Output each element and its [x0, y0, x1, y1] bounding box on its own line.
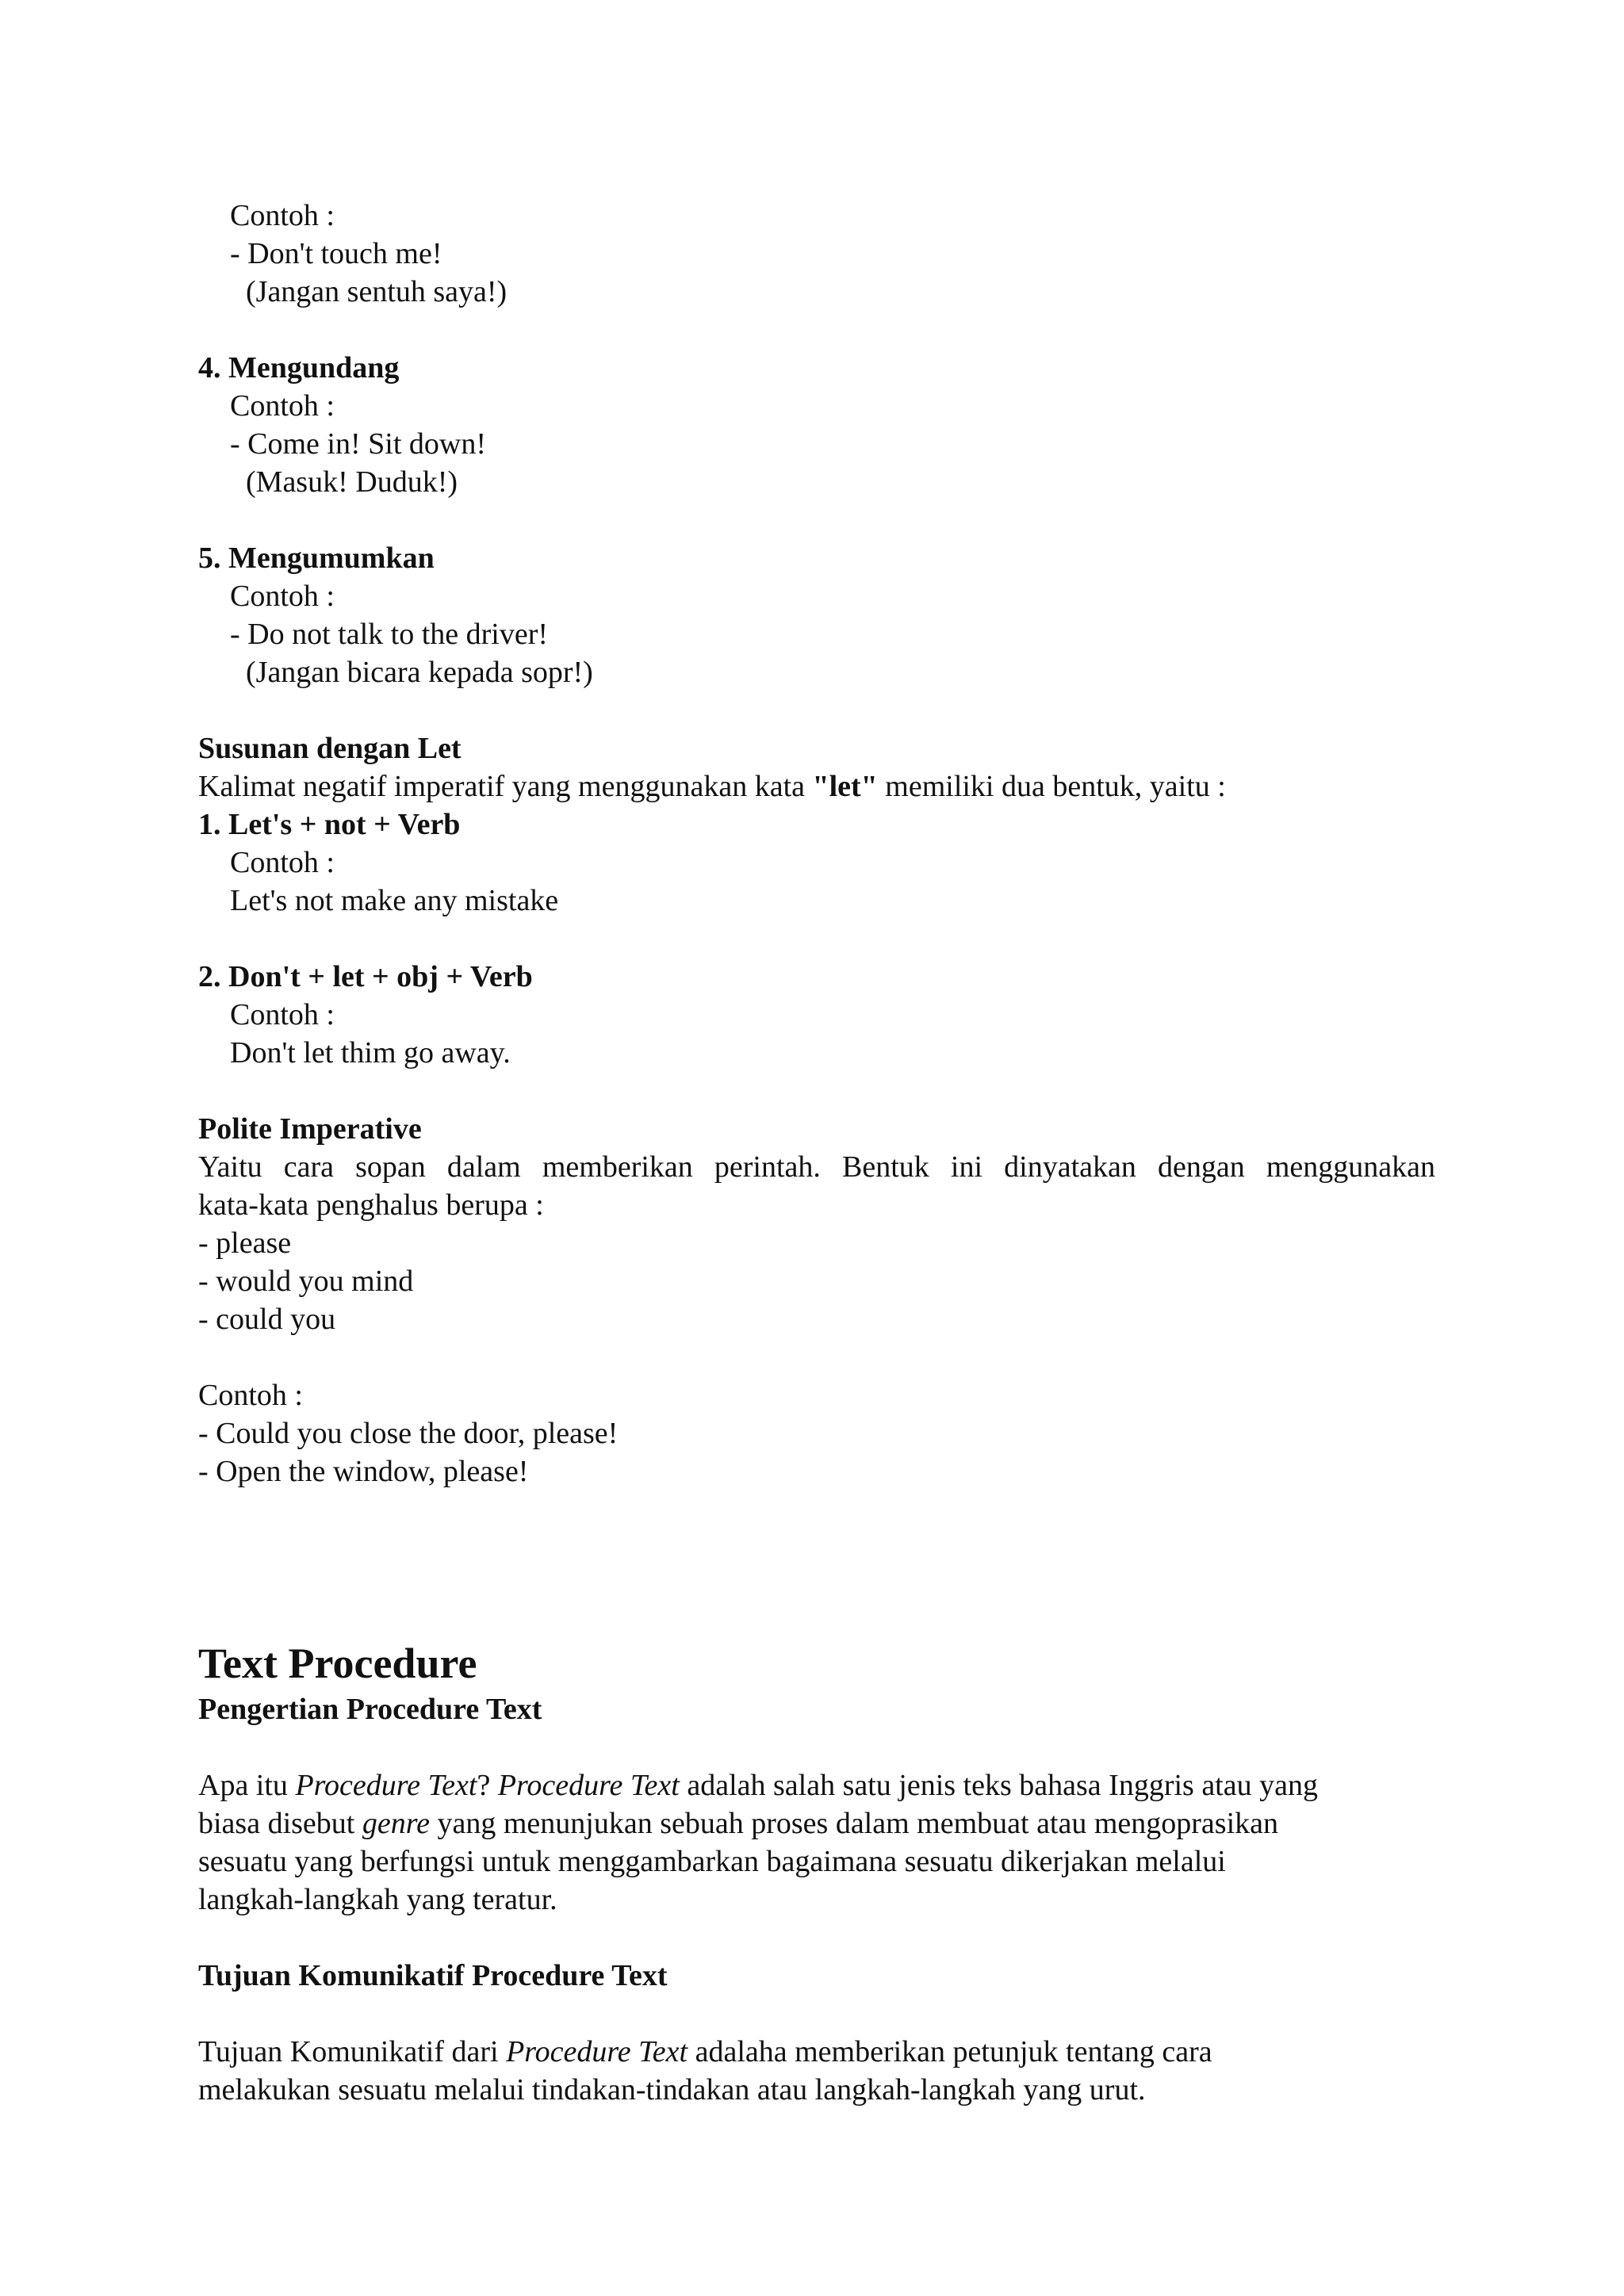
polite-word-item: - could you: [198, 1303, 336, 1336]
text-run: adalaha memberikan petunjuk tentang cara: [688, 2035, 1212, 2068]
section-title-procedure: Text Procedure: [198, 1640, 477, 1687]
purpose-paragraph-line: [198, 2033, 1212, 2071]
example-translation: (Jangan sentuh saya!): [246, 275, 508, 308]
text-run: yang menunjukan sebuah proses dalam membuat atau mengoprasikan: [429, 1807, 1279, 1840]
procedure-paragraph-line: [198, 1766, 1318, 1804]
section-heading-polite: Polite Imperative: [198, 1112, 422, 1146]
let-keyword: "let": [812, 770, 878, 803]
polite-word-item: - would you mind: [198, 1265, 414, 1298]
text-run: Apa itu: [198, 1769, 296, 1802]
polite-description-line: kata-kata penghalus berupa :: [198, 1188, 544, 1222]
item-heading-mengumumkan: 5. Mengumumkan: [198, 541, 435, 575]
procedure-paragraph-line: sesuatu yang berfungsi untuk menggambarkan bagaimana sesuatu dikerjakan melalui: [198, 1845, 1226, 1878]
contoh-label: Contoh :: [230, 846, 335, 879]
polite-description-line: Yaitu cara sopan dalam memberikan perintah. Bentuk ini dinyatakan dengan menggunakan: [198, 1150, 1435, 1184]
contoh-label: Contoh :: [230, 998, 335, 1031]
let-form-2-example: Don't let thim go away.: [230, 1036, 511, 1070]
polite-example: - Open the window, please!: [198, 1455, 529, 1488]
let-form-1-example: Let's not make any mistake: [230, 884, 559, 917]
procedure-paragraph-line: [198, 1804, 1278, 1843]
text-run-italic: Procedure Text: [295, 1769, 477, 1802]
example-english: - Do not talk to the driver!: [230, 618, 549, 651]
text-run: biasa disebut: [198, 1807, 362, 1840]
polite-example: - Could you close the door, please!: [198, 1417, 619, 1450]
example-translation: (Masuk! Duduk!): [246, 465, 458, 499]
procedure-subtitle: Pengertian Procedure Text: [198, 1693, 542, 1726]
polite-word-item: - please: [198, 1226, 292, 1260]
item-heading-mengundang: 4. Mengundang: [198, 351, 400, 385]
contoh-label: Contoh :: [230, 580, 335, 613]
procedure-paragraph-line: langkah-langkah yang teratur.: [198, 1883, 557, 1916]
purpose-heading: Tujuan Komunikatif Procedure Text: [198, 1959, 668, 1992]
text-run: Tujuan Komunikatif dari: [198, 2035, 507, 2068]
example-translation: (Jangan bicara kepada sopr!): [246, 656, 593, 689]
text-run-italic: Procedure Text: [497, 1769, 680, 1802]
contoh-label: Contoh :: [230, 389, 335, 423]
let-intro-text-end: memiliki dua bentuk, yaitu :: [877, 770, 1226, 803]
let-intro: [198, 767, 1226, 806]
example-english: - Don't touch me!: [230, 237, 442, 270]
let-form-2-heading: 2. Don't + let + obj + Verb: [198, 960, 533, 993]
contoh-label: Contoh :: [198, 1379, 303, 1412]
section-heading-let: Susunan dengan Let: [198, 732, 462, 765]
text-run: adalah salah satu jenis teks bahasa Inggris atau yang: [679, 1769, 1318, 1802]
let-form-1-heading: 1. Let's + not + Verb: [198, 808, 461, 841]
text-run-italic: genre: [362, 1807, 430, 1840]
text-run: ?: [477, 1769, 498, 1802]
purpose-paragraph-line: melakukan sesuatu melalui tindakan-tindakan atau langkah-langkah yang urut.: [198, 2073, 1146, 2107]
text-run-italic: Procedure Text: [506, 2035, 688, 2068]
let-intro-text: Kalimat negatif imperatif yang menggunakan kata: [198, 770, 813, 803]
contoh-label: Contoh :: [230, 199, 335, 232]
example-english: - Come in! Sit down!: [230, 427, 486, 461]
